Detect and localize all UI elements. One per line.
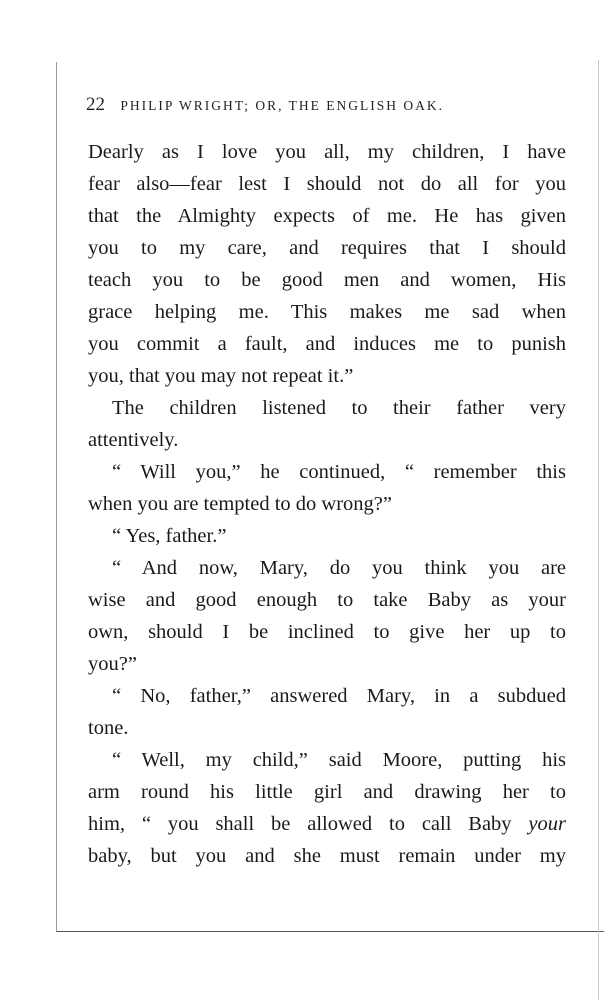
body-text — [88, 136, 566, 872]
text-line: arm round his little girl and drawing her to — [88, 781, 566, 803]
text-line: own, should I be inclined to give her up to — [88, 621, 566, 643]
text-line: you commit a fault, and induces me to punish — [88, 333, 566, 355]
text-line: tone. — [88, 717, 129, 739]
page-edge-line — [598, 60, 599, 1000]
text-line: him, “ you shall be allowed to call Baby your — [88, 813, 566, 835]
text-line: “ Yes, father.” — [112, 525, 227, 547]
text-line: Dearly as I love you all, my children, I have — [88, 141, 566, 163]
text-line: you to my care, and requires that I should — [88, 237, 566, 259]
text-line: you?” — [88, 653, 137, 675]
text-line: grace helping me. This makes me sad when — [88, 301, 566, 323]
text-line: “ And now, Mary, do you think you are — [112, 557, 566, 579]
text-line: baby, but you and she must remain under my — [88, 845, 566, 867]
text-line: wise and good enough to take Baby as your — [88, 589, 566, 611]
text-line: fear also—fear lest I should not do all for you — [88, 173, 566, 195]
text-line: when you are tempted to do wrong?” — [88, 493, 392, 515]
text-line: teach you to be good men and women, His — [88, 269, 566, 291]
running-header — [86, 94, 556, 116]
text-line: you, that you may not repeat it.” — [88, 365, 354, 387]
text-line: “ Well, my child,” said Moore, putting his — [112, 749, 566, 771]
italic-word: your — [528, 813, 566, 835]
text-line: attentively. — [88, 429, 179, 451]
page-number: 22 — [86, 94, 105, 115]
text-line: The children listened to their father very — [112, 397, 566, 419]
text-line: “ Will you,” he continued, “ remember this — [112, 461, 566, 483]
running-title: PHILIP WRIGHT; OR, THE ENGLISH OAK. — [120, 98, 444, 113]
text-line: “ No, father,” answered Mary, in a subdued — [112, 685, 566, 707]
text-line: that the Almighty expects of me. He has given — [88, 205, 566, 227]
